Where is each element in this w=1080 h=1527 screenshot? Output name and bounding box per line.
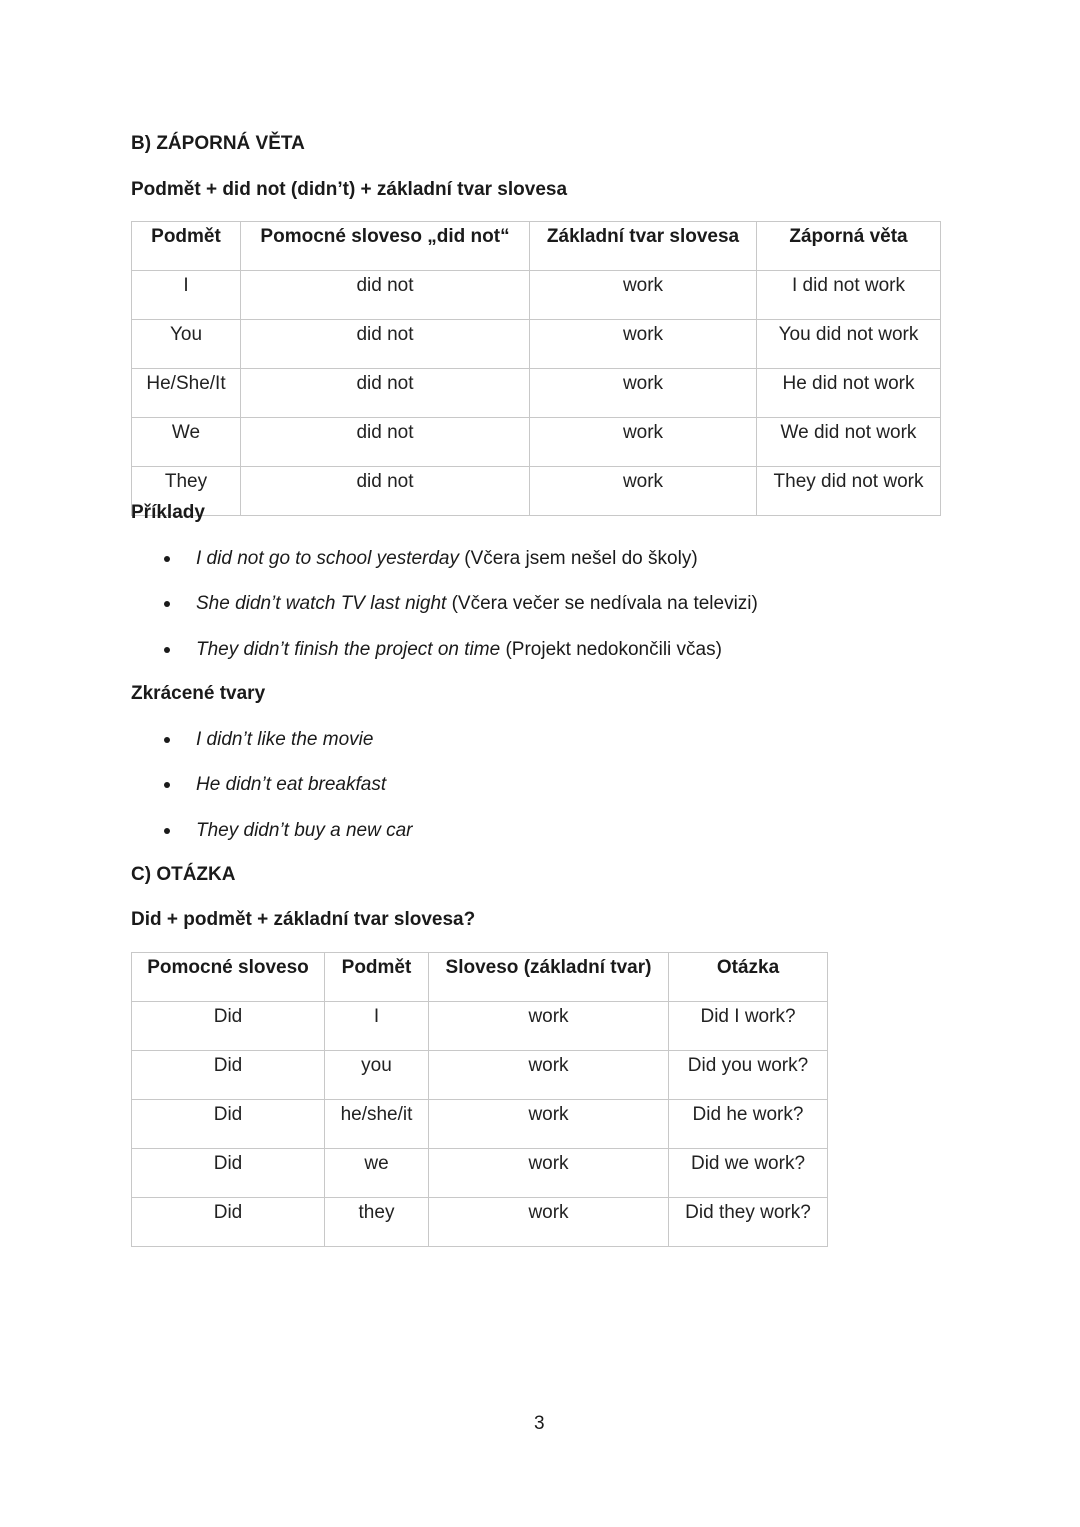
table-cell: They xyxy=(132,467,241,516)
table-cell: Did xyxy=(132,1198,325,1247)
table-cell: I did not work xyxy=(757,271,941,320)
table-cell: We xyxy=(132,418,241,467)
table-cell: Did xyxy=(132,1149,325,1198)
section-c-heading: C) OTÁZKA xyxy=(131,864,236,885)
table-row xyxy=(132,320,941,369)
example-czech: (Včera jsem nešel do školy) xyxy=(459,548,698,569)
table-cell: work xyxy=(429,1100,669,1149)
table-row xyxy=(132,1100,828,1149)
table-cell: They did not work xyxy=(757,467,941,516)
bullet-icon xyxy=(164,601,170,607)
example-czech: (Projekt nedokončili včas) xyxy=(500,638,722,660)
example-english: I did not go to school yesterday xyxy=(196,548,459,569)
negative-sentence-table xyxy=(131,221,941,516)
question-table xyxy=(131,952,828,1247)
table-row xyxy=(132,1149,828,1198)
table-cell: Did they work? xyxy=(669,1198,828,1247)
table-row xyxy=(132,369,941,418)
table-cell: we xyxy=(325,1149,429,1198)
header-cell: Podmět xyxy=(325,953,429,1002)
page-number: 3 xyxy=(534,1413,545,1434)
table-cell: work xyxy=(530,320,757,369)
table-row xyxy=(132,1002,828,1051)
table-cell: did not xyxy=(241,320,530,369)
table-row xyxy=(132,418,941,467)
header-cell: Základní tvar slovesa xyxy=(530,222,757,271)
bullet-icon xyxy=(164,647,170,653)
table-cell: Did xyxy=(132,1051,325,1100)
table-cell: did not xyxy=(241,418,530,467)
table-cell: work xyxy=(429,1149,669,1198)
table-cell: work xyxy=(429,1002,669,1051)
short-forms-heading: Zkrácené tvary xyxy=(131,683,266,704)
table-cell: I xyxy=(132,271,241,320)
header-cell: Pomocné sloveso xyxy=(132,953,325,1002)
table-cell: they xyxy=(325,1198,429,1247)
table-cell: did not xyxy=(241,271,530,320)
bullet-icon xyxy=(164,782,170,788)
examples-heading: Příklady xyxy=(131,502,205,523)
table-cell: Did xyxy=(132,1100,325,1149)
table-cell: We did not work xyxy=(757,418,941,467)
table-cell: Did he work? xyxy=(669,1100,828,1149)
example-english: They didn’t finish the project on time xyxy=(196,638,501,660)
table-cell: work xyxy=(530,369,757,418)
table-header-row xyxy=(132,953,828,1002)
section-b-formula: Podmět + did not (didn’t) + základní tvar slovesa xyxy=(131,179,568,200)
table-row xyxy=(132,271,941,320)
table-cell: He/She/It xyxy=(132,369,241,418)
table-cell: work xyxy=(429,1051,669,1100)
table-header-row xyxy=(132,222,941,271)
example-english: She didn’t watch TV last night xyxy=(196,593,447,615)
table-cell: He did not work xyxy=(757,369,941,418)
table-cell: Did xyxy=(132,1002,325,1051)
table-cell: he/she/it xyxy=(325,1100,429,1149)
header-cell: Podmět xyxy=(132,222,241,271)
short-form-text: He didn’t eat breakfast xyxy=(196,774,387,796)
table-cell: work xyxy=(530,467,757,516)
bullet-icon xyxy=(164,737,170,743)
header-cell: Sloveso (základní tvar) xyxy=(429,953,669,1002)
short-form-text: They didn’t buy a new car xyxy=(196,819,413,841)
table-cell: Did I work? xyxy=(669,1002,828,1051)
section-c-formula: Did + podmět + základní tvar slovesa? xyxy=(131,909,476,930)
table-row xyxy=(132,467,941,516)
table-cell: I xyxy=(325,1002,429,1051)
example-czech: (Včera večer se nedívala na televizi) xyxy=(446,593,758,615)
table-row xyxy=(132,1198,828,1247)
table-cell: Did we work? xyxy=(669,1149,828,1198)
table-cell: work xyxy=(530,271,757,320)
header-cell: Záporná věta xyxy=(757,222,941,271)
table-cell: You did not work xyxy=(757,320,941,369)
section-b-heading: B) ZÁPORNÁ VĚTA xyxy=(131,133,305,154)
short-form-text: I didn’t like the movie xyxy=(196,729,374,750)
table-cell: work xyxy=(530,418,757,467)
header-cell: Otázka xyxy=(669,953,828,1002)
table-row xyxy=(132,1051,828,1100)
table-cell: Did you work? xyxy=(669,1051,828,1100)
table-cell: did not xyxy=(241,369,530,418)
table-cell: You xyxy=(132,320,241,369)
table-cell: did not xyxy=(241,467,530,516)
bullet-icon xyxy=(164,828,170,834)
table-cell: you xyxy=(325,1051,429,1100)
header-cell: Pomocné sloveso „did not“ xyxy=(241,222,530,271)
bullet-icon xyxy=(164,556,170,562)
table-cell: work xyxy=(429,1198,669,1247)
